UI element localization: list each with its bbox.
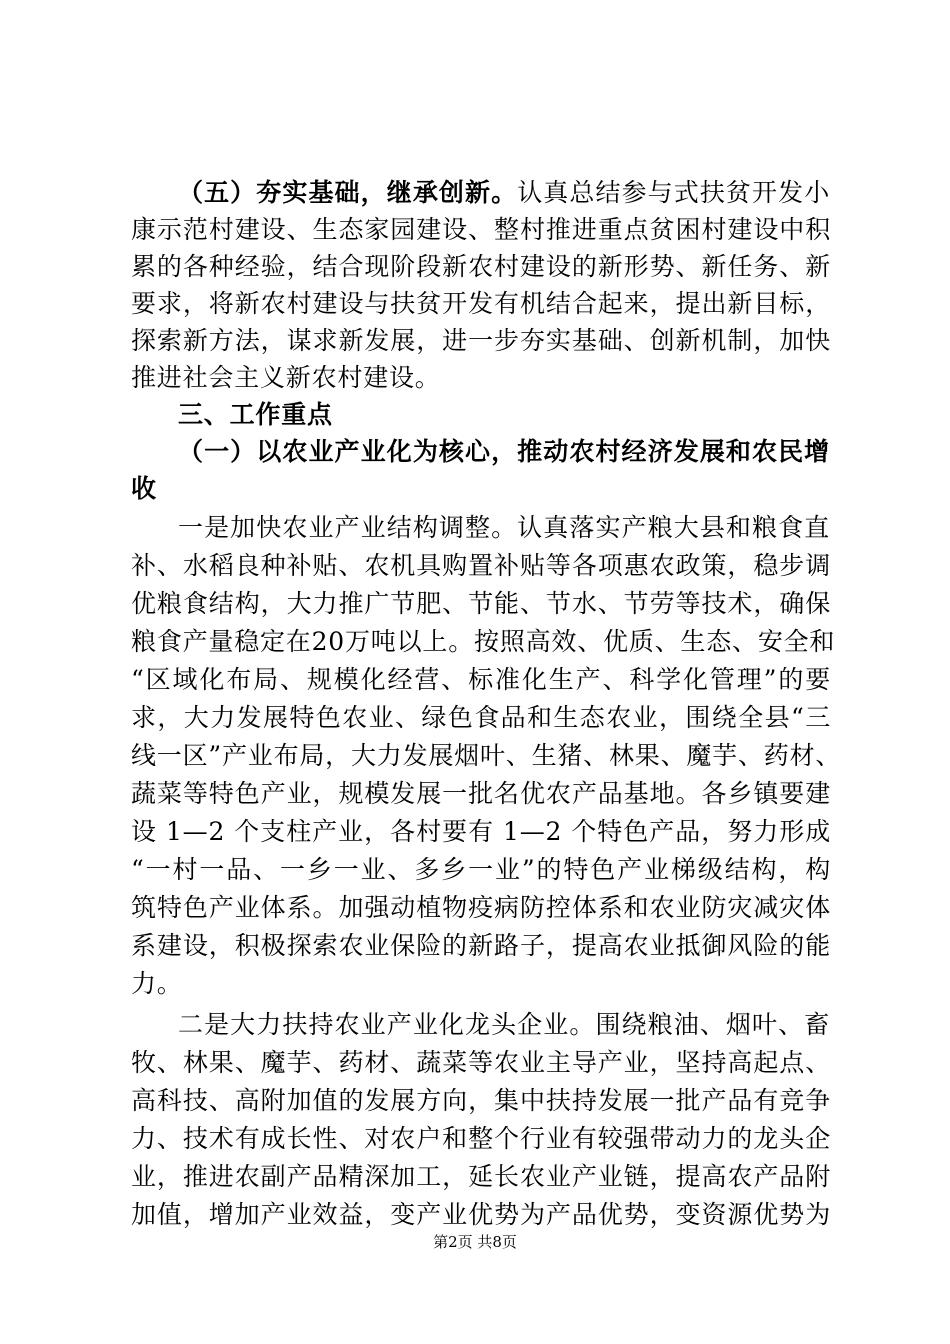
- point-two-line-4: 力、技术有成长性、对农户和整个行业有较强带动力的龙头企: [131, 1124, 831, 1153]
- point-two-line-1: 二是大力扶持农业产业化龙头企业。围绕粮油、烟叶、畜: [178, 1010, 830, 1039]
- point-one-line-5: “区域化布局、规模化经营、标准化生产、科学化管理”的要: [131, 665, 831, 694]
- point-one-line-3: 优粮食结构，大力推广节肥、节能、节水、节劳等技术，确保: [131, 589, 831, 618]
- point-two-line-5: 业，推进农副产品精深加工，延长农业产业链，提高农产品附: [131, 1162, 831, 1191]
- section-three-heading: 三、工作重点: [178, 400, 333, 429]
- paragraph-five-line-4: 要求，将新农村建设与扶贫开发有机结合起来，提出新目标，: [131, 289, 831, 318]
- point-one-line-12: 系建设，积极探索农业保险的新路子，提高农业抵御风险的能: [131, 931, 831, 960]
- page-footer: 第2页 共8页: [433, 1233, 517, 1251]
- point-two-line-2: 牧、林果、魔芋、药材、蔬菜等农业主导产业，坚持高起点、: [131, 1048, 831, 1077]
- paragraph-five-text: 认真总结参与式扶贫开发小: [517, 178, 830, 207]
- point-one-line-9: 设 1—2 个支柱产业，各村要有 1—2 个特色产品，努力形成: [131, 817, 831, 846]
- point-one-line-11: 筑特色产业体系。加强动植物疫病防控体系和农业防灾减灾体: [131, 893, 831, 922]
- point-one-line-1: 一是加快农业产业结构调整。认真落实产粮大县和粮食直: [178, 513, 830, 542]
- paragraph-five-line-3: 累的各种经验，结合现阶段新农村建设的新形势、新任务、新: [131, 252, 831, 281]
- point-one-line-4: 粮食产量稳定在20万吨以上。按照高效、优质、生态、安全和: [131, 627, 836, 656]
- sub-one-heading-line-1: （一）以农业产业化为核心，推动农村经济发展和农民增: [178, 437, 830, 466]
- point-one-line-7: 线一区”产业布局，大力发展烟叶、生猪、林果、魔芋、药材、: [131, 741, 842, 770]
- paragraph-five-line-6: 推进社会主义新农村建设。: [131, 363, 441, 392]
- point-one-line-6: 求，大力发展特色农业、绿色食品和生态农业，围绕全县“三: [131, 703, 831, 732]
- paragraph-five-line-2: 康示范村建设、生态家园建设、整村推进重点贫困村建设中积: [131, 215, 831, 244]
- sub-one-heading-line-2: 收: [131, 474, 157, 503]
- point-one-line-2: 补、水稻良种补贴、农机具购置补贴等各项惠农政策，稳步调: [131, 551, 831, 580]
- point-one-line-8: 蔬菜等特色产业，规模发展一批名优农产品基地。各乡镇要建: [131, 779, 831, 808]
- point-one-line-13: 力。: [131, 969, 183, 998]
- point-two-line-3: 高科技、高附加值的发展方向，集中扶持发展一批产品有竞争: [131, 1086, 831, 1115]
- paragraph-five-line-5: 探索新方法，谋求新发展，进一步夯实基础、创新机制，加快: [131, 326, 831, 355]
- point-two-line-6: 加值，增加产业效益，变产业优势为产品优势，变资源优势为: [131, 1200, 831, 1229]
- paragraph-five-heading: （五）夯实基础，继承创新。: [178, 178, 518, 207]
- point-one-line-10: “一村一品、一乡一业、多乡一业”的特色产业梯级结构，构: [131, 855, 831, 884]
